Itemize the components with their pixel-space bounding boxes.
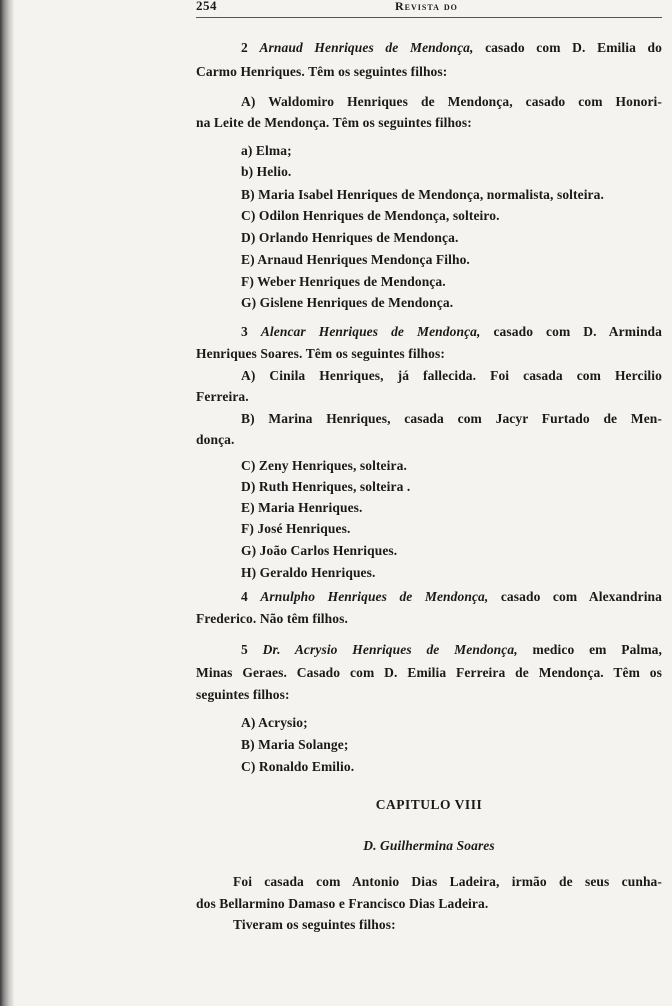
list-item: G) João Carlos Henriques. — [241, 543, 398, 558]
text-line: Carmo Henriques. Têm os seguintes filhos: — [196, 64, 448, 79]
person-name-alencar: Alencar Henriques de Mendonça, — [260, 324, 481, 339]
page-header — [0, 0, 672, 18]
page-number: 254 — [196, 0, 217, 13]
list-item: C) Zeny Henriques, solteira. — [241, 458, 407, 473]
list-item: F) José Henriques. — [241, 521, 351, 536]
entry-heading-2: 2 Arnaud Henriques de Mendonça, casado com D. Emilia do — [241, 40, 662, 55]
list-item: E) Maria Henriques. — [241, 500, 363, 515]
chapter-subtitle: D. Guilhermina Soares — [363, 838, 495, 853]
list-item: C) Odilon Henriques de Mendonça, solteiro. — [241, 208, 500, 223]
list-item: H) Geraldo Henriques. — [241, 565, 376, 580]
paragraph-line: dos Bellarmino Damaso e Francisco Dias Ladeira. — [196, 896, 489, 911]
text-line: seguintes filhos: — [196, 687, 290, 702]
header-rule — [196, 17, 662, 18]
entry-heading-5: 5 Dr. Acrysio Henriques de Mendonça, medico em Palma, — [241, 642, 662, 657]
list-item: A) Waldomiro Henriques de Mendonça, casado com Honori- — [241, 94, 662, 109]
list-item: D) Orlando Henriques de Mendonça. — [241, 230, 459, 245]
paragraph-line: Tiveram os seguintes filhos: — [233, 917, 396, 932]
text-line: Ferreira. — [196, 389, 249, 404]
list-item: D) Ruth Henriques, solteira . — [241, 479, 411, 494]
entry-heading-3: 3 Alencar Henriques de Mendonça, casado com D. Arminda — [241, 324, 663, 339]
list-item: B) Marina Henriques, casada com Jacyr Furtado de Men- — [241, 411, 662, 426]
list-item: F) Weber Henriques de Mendonça. — [241, 274, 446, 289]
list-item: A) Acrysio; — [241, 715, 308, 730]
text-line: Minas Geraes. Casado com D. Emilia Ferreira de Mendonça. Têm os — [196, 665, 662, 680]
text-line: donça. — [196, 432, 235, 447]
book-binding-edge — [0, 0, 14, 1006]
person-name-acrysio: Dr. Acrysio Henriques de Mendonça, — [262, 642, 518, 657]
text-line: na Leite de Mendonça. Têm os seguintes filhos: — [196, 115, 472, 130]
list-item: G) Gislene Henriques de Mendonça. — [241, 295, 454, 310]
list-item: B) Maria Solange; — [241, 737, 349, 752]
chapter-heading: CAPITULO VIII — [375, 797, 483, 812]
list-item: b) Helio. — [241, 164, 292, 179]
running-head: Revista do — [395, 0, 458, 13]
entry-heading-4: 4 Arnulpho Henriques de Mendonça, casado com Alexandrina — [241, 589, 663, 604]
paragraph-line: Foi casada com Antonio Dias Ladeira, irmão de seus cunha- — [233, 874, 662, 889]
text-line: Frederico. Não têm filhos. — [196, 611, 348, 626]
list-item: A) Cinila Henriques, já fallecida. Foi casada com Hercilio — [241, 368, 662, 383]
text-line: Henriques Soares. Têm os seguintes filhos: — [196, 346, 445, 361]
list-item: C) Ronaldo Emilio. — [241, 759, 355, 774]
list-item: E) Arnaud Henriques Mendonça Filho. — [241, 252, 470, 267]
person-name-arnulpho: Arnulpho Henriques de Mendonça, — [260, 589, 489, 604]
list-item: B) Maria Isabel Henriques de Mendonça, normalista, solteira. — [241, 187, 604, 202]
person-name-arnaud: Arnaud Henriques de Mendonça, — [259, 40, 474, 55]
list-item: a) Elma; — [241, 143, 292, 158]
